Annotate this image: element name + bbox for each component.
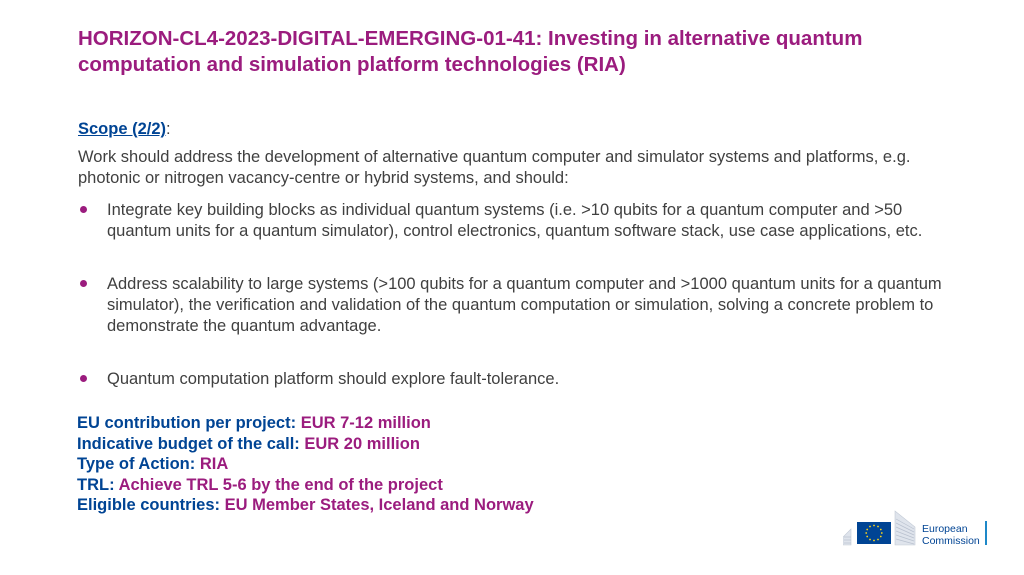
fact-label: TRL: [77, 475, 115, 494]
bullet-text: Quantum computation platform should explore fault-tolerance. [107, 370, 560, 388]
fact-value: EU Member States, Iceland and Norway [224, 496, 534, 514]
logo-line-1: European [922, 523, 968, 535]
bullet-text: Address scalability to large systems (>100 qubits for a quantum computer and >1000 quantum units for a quantum simulator), the verification and validation of the quantum computation or simulation, solving a concrete problem to demonstrate the quantum advantage. [107, 275, 942, 335]
fact-value: EUR 20 million [304, 434, 420, 453]
bullet-item [78, 274, 958, 337]
page-title: HORIZON-CL4-2023-DIGITAL-EMERGING-01-41: Investing in alternative quantum computation and simulation platform technologies (RIA) [78, 27, 863, 76]
fact-row [77, 475, 534, 496]
fact-value: Achieve TRL 5-6 by the end of the project [118, 475, 443, 494]
fact-label: EU contribution per project: [77, 414, 297, 432]
scope-intro: Work should address the development of alternative quantum computer and simulator systems and platforms, e.g. photonic or nitrogen vacancy-centre or hybrid systems, and should: [78, 148, 911, 187]
scope-heading [78, 120, 171, 139]
fact-value: EUR 7-12 million [300, 414, 431, 432]
fact-label: Eligible countries: [77, 496, 221, 514]
bullet-dot-icon [80, 280, 87, 287]
call-facts [77, 413, 534, 516]
fact-label: Indicative budget of the call: [77, 434, 300, 453]
scope-link[interactable]: Scope (2/2) [78, 120, 167, 138]
fact-row [77, 413, 534, 434]
logo-line-2: Commission [922, 535, 980, 547]
logo-divider [985, 521, 987, 545]
bullet-text: Integrate key building blocks as individual quantum systems (i.e. >10 qubits for a quantum computer and >50 quantum units for a quantum simulator), control electronics, quantum software stack, use case applications, etc. [107, 201, 923, 240]
bullet-dot-icon [80, 375, 87, 382]
scope-colon: : [166, 120, 171, 138]
bullet-item [78, 369, 958, 390]
fact-row [77, 434, 534, 455]
logo-wordmark [922, 523, 980, 547]
fact-label: Type of Action: [77, 455, 196, 473]
fact-row [77, 454, 534, 475]
bullet-item [78, 200, 958, 242]
fact-value: RIA [199, 455, 229, 473]
bullet-dot-icon [80, 206, 87, 213]
fact-row [77, 495, 534, 516]
